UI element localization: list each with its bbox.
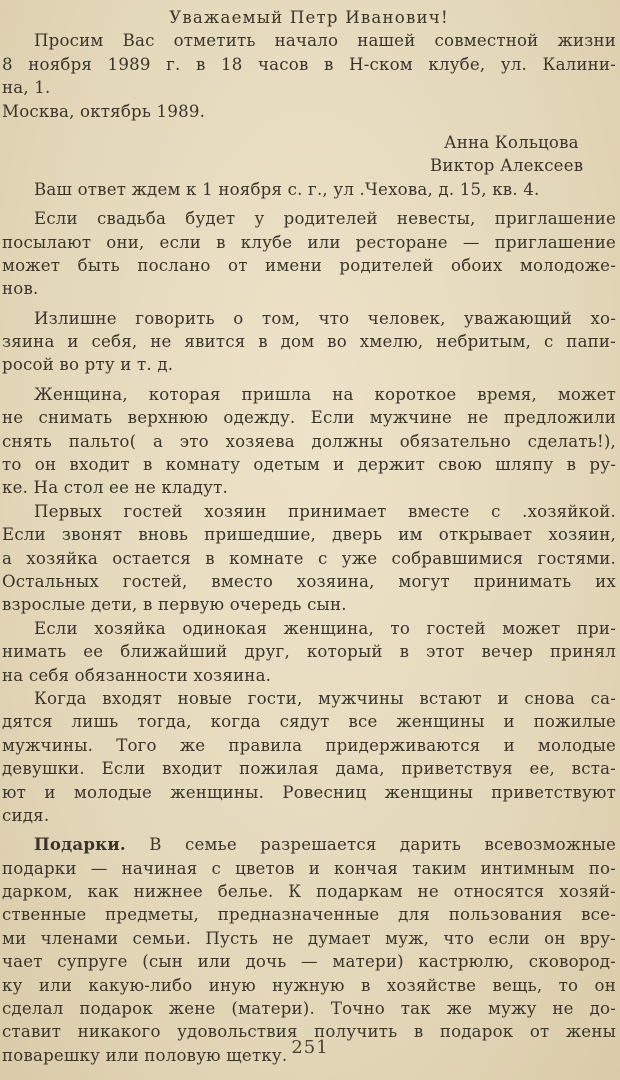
paragraph-line: дятся лишь тогда, когда сядут все женщины и пожилые bbox=[2, 712, 616, 732]
paragraph-line: ку или какую-либо иную нужную в хозяйстве вещь, то он bbox=[2, 975, 616, 995]
paragraph-line: подарки — начиная с цветов и кончая таким интимным по- bbox=[2, 858, 616, 878]
paragraph-line: Если свадьба будет у родителей невесты, приглашение bbox=[34, 209, 616, 229]
paragraph-line: чает супруге (сын или дочь — матери) кастрюлю, сковород- bbox=[2, 952, 616, 972]
gifts-title: Подарки. bbox=[34, 834, 126, 855]
signature-groom: Виктор Алексеев bbox=[430, 156, 584, 176]
paragraph-line: снять пальто( а это хозяева должны обязательно сделать!), bbox=[2, 431, 616, 451]
paragraph-line: на себя обязанности хозяина. bbox=[2, 665, 272, 685]
paragraph-line: посылают они, если в клубе или ресторане — приглашение bbox=[2, 232, 616, 252]
paragraph-line: Когда входят новые гости, мужчины встают и снова са- bbox=[34, 688, 616, 708]
paragraph-line: сидя. bbox=[2, 805, 50, 825]
paragraph-line: Первых гостей хозяин принимает вместе с .хозяйкой. bbox=[34, 501, 616, 521]
paragraph-line: поварешку или половую щетку. bbox=[2, 1045, 288, 1065]
paragraph-line: Женщина, которая пришла на короткое время, может bbox=[34, 384, 616, 404]
paragraph-line: а хозяйка остается в комнате с уже собравшимися гостями. bbox=[2, 548, 616, 568]
signature-bride: Анна Кольцова bbox=[444, 132, 579, 152]
paragraph-line: может быть послано от имени родителей обоих молодоже- bbox=[2, 255, 616, 275]
invitation-line: 8 ноября 1989 г. в 18 часов в Н-ском клубе, ул. Калини- bbox=[2, 54, 616, 74]
reply-address: Ваш ответ ждем к 1 ноября с. г., ул .Чехова, д. 15, кв. 4. bbox=[34, 179, 540, 199]
paragraph-line: зяина и себя, не явится в дом во хмелю, небритым, с папи- bbox=[2, 332, 616, 352]
paragraph-wedding-invitation bbox=[2, 207, 616, 301]
paragraph-line: взрослые дети, в первую очередь сын. bbox=[2, 595, 347, 615]
paragraph-line: нов. bbox=[2, 279, 39, 299]
paragraph-greeting-guests bbox=[2, 500, 616, 617]
paragraph-line: росой во рту и т. д. bbox=[2, 355, 174, 375]
paragraph-standing-rule bbox=[2, 687, 616, 827]
paragraph-line: ставит никакого удовольствия получить в подарок от жены bbox=[2, 1022, 616, 1042]
letter-heading: Уважаемый Петр Иванович! bbox=[169, 8, 449, 27]
paragraph-line: сделал подарок жене (матери). Точно так же мужу не до- bbox=[2, 999, 616, 1019]
paragraph-line: нимать ее ближайший друг, который в этот вечер принял bbox=[2, 642, 616, 662]
gifts-first-line bbox=[2, 833, 616, 856]
section-gifts bbox=[2, 833, 616, 1067]
paragraph-line: Если хозяйка одинокая женщина, то гостей может при- bbox=[34, 618, 616, 638]
paragraph-line: ственные предметы, предназначенные для пользования все- bbox=[2, 905, 616, 925]
gifts-first-text: В семье разрешается дарить всевозможные bbox=[149, 835, 616, 855]
invitation-place-date: Москва, октябрь 1989. bbox=[2, 101, 206, 121]
paragraph-outerwear bbox=[2, 383, 616, 500]
paragraph-line: дарком, как нижнее белье. К подаркам не относятся хозяй- bbox=[2, 882, 616, 902]
paragraph-line: мужчины. Того же правила придерживаются и молодые bbox=[2, 735, 616, 755]
page-number: 251 bbox=[291, 1037, 329, 1058]
paragraph-line: ют и молодые женщины. Ровесниц женщины приветствуют bbox=[2, 782, 616, 802]
paragraph-line: Если звонят вновь пришедшие, дверь им открывает хозяин, bbox=[2, 525, 616, 545]
invitation-line: Просим Вас отметить начало нашей совместной жизни bbox=[34, 31, 616, 51]
paragraph-line: девушки. Если входит пожилая дама, приветствуя ее, вста- bbox=[2, 759, 616, 779]
paragraph-single-hostess bbox=[2, 617, 616, 687]
paragraph-line: ми членами семьи. Пусть не думает муж, что если он вру- bbox=[2, 928, 616, 948]
paragraph-line: то он входит в комнату одетым и держит свою шляпу в ру- bbox=[2, 455, 616, 475]
invitation-block bbox=[2, 29, 616, 123]
paragraph-line: не снимать верхнюю одежду. Если мужчине не предложили bbox=[2, 408, 616, 428]
invitation-line: на, 1. bbox=[2, 78, 51, 98]
paragraph-line: Излишне говорить о том, что человек, уважающий хо- bbox=[34, 308, 616, 328]
paragraph-guest-behavior bbox=[2, 307, 616, 377]
paragraph-line: ке. На стол ее не кладут. bbox=[2, 478, 228, 498]
paragraph-line: Остальных гостей, вместо хозяина, могут принимать их bbox=[2, 571, 616, 591]
